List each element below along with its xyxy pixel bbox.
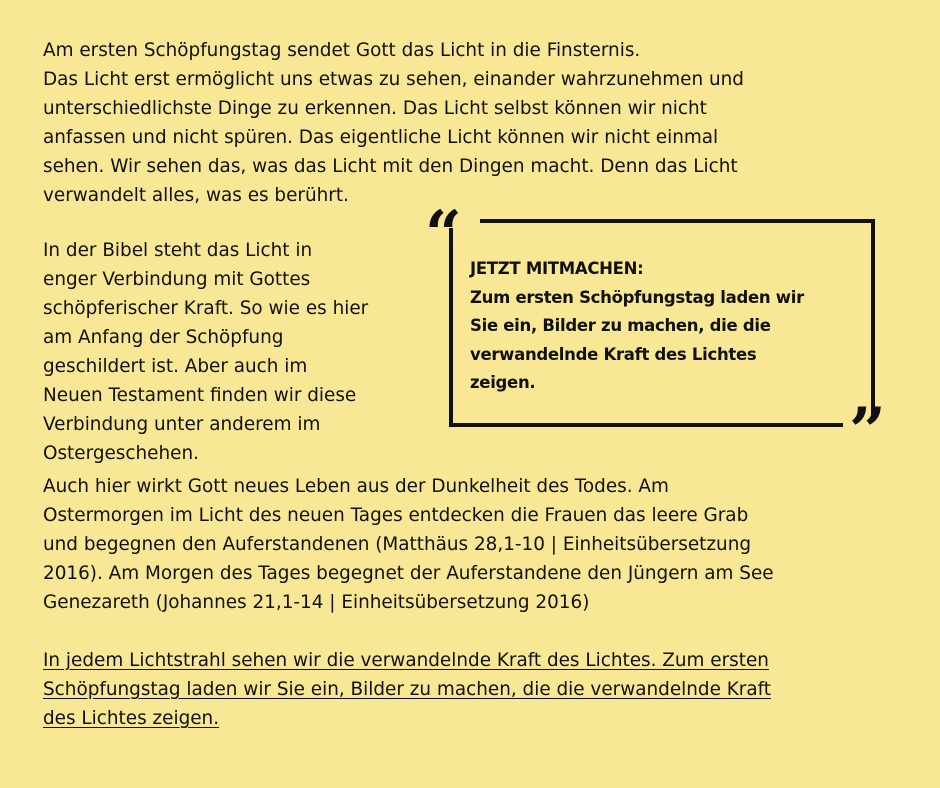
easter-line: Ostermorgen im Licht des neuen Tages entdecken die Frauen das leere Grab [43, 505, 749, 526]
intro-line: sehen. Wir sehen das, was das Licht mit den Dingen macht. Denn das Licht [43, 156, 738, 177]
easter-line: Genezareth (Johannes 21,1-14 | Einheitsübersetzung 2016) [43, 592, 590, 613]
bible-line: Neuen Testament finden wir diese [43, 385, 357, 406]
closing-line: In jedem Lichtstrahl sehen wir die verwandelnde Kraft des Lichtes. Zum ersten [43, 650, 769, 671]
callout-line: zeigen. [470, 373, 536, 392]
intro-line: Am ersten Schöpfungstag sendet Gott das Licht in die Finsternis. [43, 40, 641, 61]
bible-line: schöpferischer Kraft. So wie es hier [43, 298, 369, 319]
callout-line: Zum ersten Schöpfungstag laden wir [470, 287, 804, 307]
callout-heading: JETZT MITMACHEN: [470, 259, 644, 278]
bible-line: Verbindung unter anderem im [43, 414, 321, 435]
bible-line: geschildert ist. Aber auch im [43, 356, 308, 377]
intro-paragraph [43, 36, 744, 210]
callout-line: verwandelnde Kraft des Lichtes [470, 344, 757, 364]
intro-line: Das Licht erst ermöglicht uns etwas zu sehen, einander wahrzunehmen und [43, 69, 744, 90]
intro-line: verwandelt alles, was es berührt. [43, 185, 349, 206]
easter-line: Auch hier wirkt Gott neues Leben aus der Dunkelheit des Todes. Am [43, 476, 669, 497]
bible-line: am Anfang der Schöpfung [43, 327, 284, 348]
easter-line: und begegnen den Auferstandenen (Matthäus 28,1-10 | Einheitsübersetzung [43, 534, 752, 555]
easter-line: 2016). Am Morgen des Tages begegnet der Auferstandene den Jüngern am See [43, 563, 774, 584]
bible-paragraph [43, 236, 368, 468]
closing-line: Schöpfungstag laden wir Sie ein, Bilder zu machen, die die verwandelnde Kraft [43, 679, 772, 700]
close-quote-icon: ” [849, 394, 886, 469]
intro-line: unterschiedlichste Dinge zu erkennen. Das Licht selbst können wir nicht [43, 98, 707, 119]
bible-line: Ostergeschehen. [43, 443, 199, 464]
intro-line: anfassen und nicht spüren. Das eigentliche Licht können wir nicht einmal [43, 127, 719, 148]
open-quote-icon: “ [425, 197, 462, 272]
bible-line: enger Verbindung mit Gottes [43, 269, 311, 290]
closing-line: des Lichtes zeigen. [43, 708, 220, 729]
easter-paragraph [43, 472, 774, 617]
closing-paragraph [43, 646, 771, 733]
callout-line: Sie ein, Bilder zu machen, die die [470, 316, 771, 335]
bible-line: In der Bibel steht das Licht in [43, 240, 313, 261]
callout-text [470, 255, 804, 398]
